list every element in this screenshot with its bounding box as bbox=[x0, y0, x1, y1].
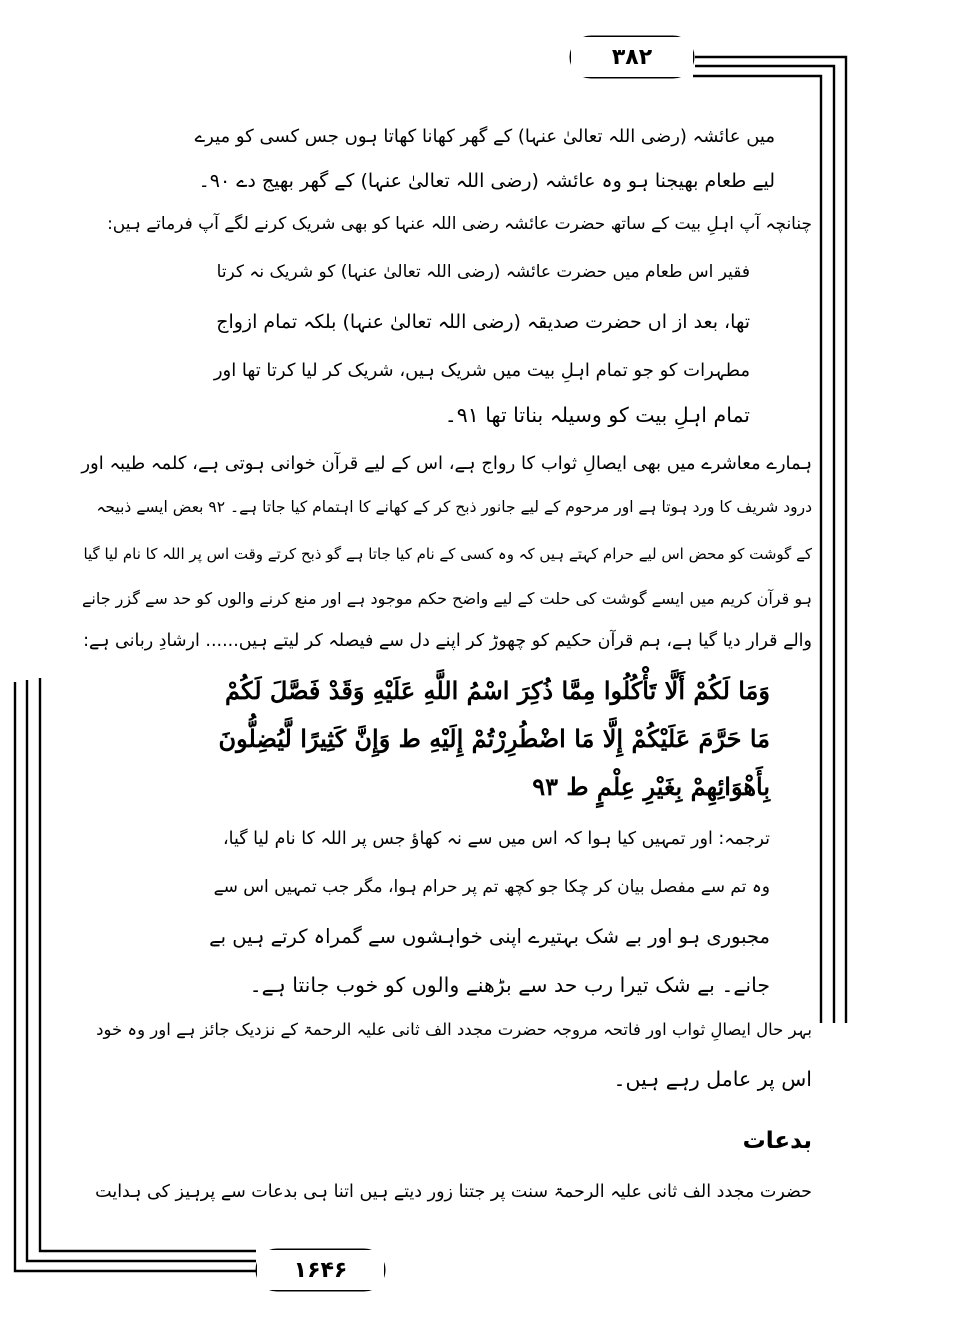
quote-line: فقیر اس طعام میں حضرت عائشہ (رضی اللہ تعالیٰ عنہا) کو شریک نہ کرتا bbox=[216, 262, 750, 282]
translation-line: ترجمہ: اور تمہیں کیا ہوا کہ اس میں سے نہ کھاؤ جس پر اللہ کا نام لیا گیا، bbox=[222, 829, 770, 849]
text-line: چنانچہ آپ اہلِ بیت کے ساتھ حضرت عائشہ رضی اللہ عنہا کو بھی شریک کرنے لگے آپ فرماتے ہیں: bbox=[107, 214, 812, 234]
quote-line: مطہرات کو جو تمام اہلِ بیت میں شریک ہیں، شریک کر لیا کرتا تھا اور bbox=[213, 360, 750, 381]
text-line: ہمارے معاشرے میں بھی ایصالِ ثواب کا رواج ہے، اس کے لیے قرآن خوانی ہوتی ہے، کلمہ طیبہ اور bbox=[81, 453, 812, 474]
ayah-line: وَمَا لَكُمْ أَلَّا تَأْكُلُوا مِمَّا ذُكِرَ اسْمُ اللَّهِ عَلَيْهِ وَقَدْ فَصَّلَ لَكُمْ bbox=[225, 676, 770, 705]
text-line: بہر حال ایصالِ ثواب اور فاتحہ مروجہ حضرت مجدد الف ثانی علیہ الرحمۃ کے نزدیک جائز ہے اور وہ خود bbox=[96, 1020, 812, 1039]
text-line: حضرت مجدد الف ثانی علیہ الرحمۃ سنت پر جتنا زور دیتے ہیں اتنا ہی بدعات سے پرہیز کی ہدایت bbox=[95, 1182, 812, 1202]
text-line: ہو قرآن کریم میں ایسے گوشت کی حلت کے لیے واضح حکم موجود ہے اور منع کرنے والوں کو حد سے گزر جانے bbox=[82, 589, 812, 608]
frame-line-inner-bottom bbox=[40, 678, 256, 1251]
text-line: اس پر عامل رہے ہیں۔ bbox=[613, 1067, 812, 1091]
top-page-number: ۳۸۲ bbox=[571, 37, 693, 77]
translation-line: مجبوری ہو اور بے شک بہتیرے اپنی خواہشوں سے گمراہ کرتے ہیں بے bbox=[209, 925, 770, 948]
bottom-page-number: ۱۶۴۶ bbox=[257, 1250, 384, 1290]
translation-line: جانے۔ بے شک تیرا رب حد سے بڑھنے والوں کو خوب جانتا ہے۔ bbox=[249, 973, 770, 997]
ayah-line: بِأَهْوَائِهِمْ بِغَيْرِ عِلْمٍ ط ۹۳ bbox=[532, 772, 770, 801]
section-heading: بدعات bbox=[742, 1128, 812, 1154]
translation-line: وہ تم سے مفصل بیان کر چکا جو کچھ تم پر حرام ہوا، مگر جب تمہیں اس سے bbox=[213, 877, 770, 897]
text-line: والے قرار دیا گیا ہے، ہم قرآن حکیم کو چھوڑ کر اپنے دل سے فیصلہ کر لیتے ہیں...... ارشادِ ربانی ہے: bbox=[83, 631, 812, 651]
text-line: لیے طعام بھیجنا ہو وہ عائشہ (رضی اللہ تعالیٰ عنہا) کے گھر بھیج دے ۹۰۔ bbox=[198, 170, 775, 192]
quote-line: تمام اہلِ بیت کو وسیلہ بناتا تھا ۹۱۔ bbox=[444, 403, 750, 427]
text-line: کے گوشت کو محض اس لیے حرام کہتے ہیں کہ وہ کسی کے نام کیا جاتا ہے گو ذبح کرتے وقت اس پر اللہ کا نام لیا گیا bbox=[83, 545, 812, 563]
quote-line: تھا، بعد از اں حضرت صدیقہ (رضی اللہ تعالیٰ عنہا) بلکہ تمام ازواج bbox=[216, 311, 750, 333]
text-line: میں عائشہ (رضی اللہ تعالیٰ عنہا) کے گھر کھانا کھاتا ہوں جس کسی کو میرے bbox=[194, 126, 775, 147]
ayah-line: مَا حَرَّمَ عَلَيْكُمْ إِلَّا مَا اضْطُرِرْتُمْ إِلَيْهِ ط وَإِنَّ كَثِيرًا لَّيُضِلُّونَ bbox=[218, 724, 770, 753]
text-line: درود شریف کا ورد ہوتا ہے اور مرحوم کے لیے جانور ذبح کر کے کھانے کا اہتمام کیا جاتا ہے۔ ۹۲ بعض ایسے ذبیحہ bbox=[96, 498, 812, 516]
